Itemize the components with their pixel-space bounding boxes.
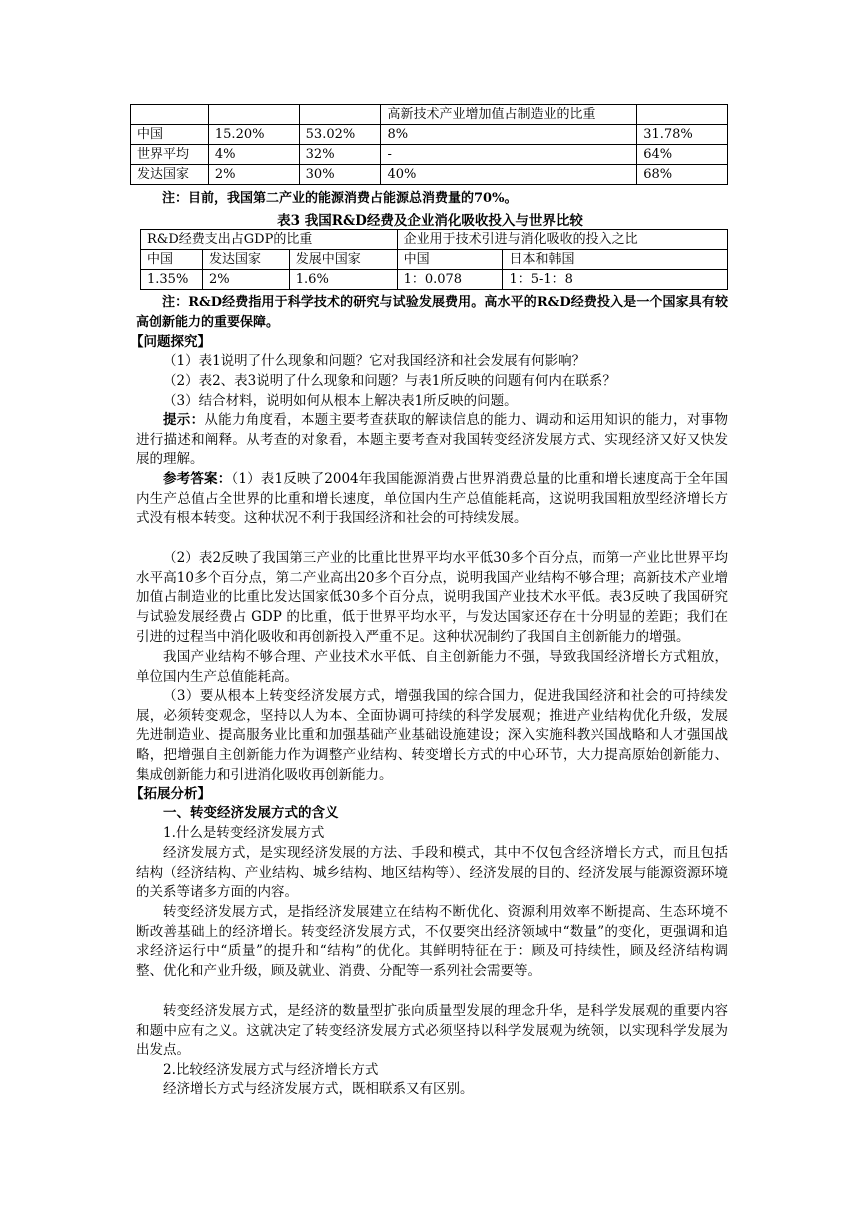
- table-row: [131, 125, 728, 145]
- question-1: （1）表1说明了什么现象和问题？它对我国经济和社会发展有何影响？: [163, 353, 586, 369]
- table-caption: 表3 我国R&D经费及企业消化吸收投入与世界比较: [277, 213, 583, 229]
- answer-1-text: （1）表1反映了2004年我国能源消费占世界消费总量的比重和增长速度高于全年国内生产总值占全世界的比重和增长速度，单位国内生产总值能耗高，这说明我国粗放型经济增长方式没有根本转变。这种状况不利于我国经济和社会的可持续发展。: [136, 471, 728, 527]
- table-cell: 30%: [299, 165, 381, 185]
- answer-3: （3）要从根本上转变经济发展方式，增强我国的综合国力，促进我国经济和社会的可持续发展，必须转变观念，坚持以人为本、全面协调可持续的科学发展观；推进产业结构优化升级，发展先进制造业、提高服务业比重和加强基础产业基础设施建设；深入实施科教兴国战略和人才强国战略，把增强自主创新能力作为调整产业结构、转变增长方式的中心环节，大力提高原始创新能力、集成创新能力和引进消化吸收再创新能力。: [136, 688, 728, 783]
- table-cell: 世界平均: [131, 145, 209, 165]
- answer-2b: 我国产业结构不够合理、产业技术水平低、自主创新能力不强，导致我国经济增长方式粗放，单位国内生产总值能耗高。: [136, 649, 728, 685]
- table-cell: [208, 105, 299, 125]
- table-cell: 2%: [202, 270, 289, 290]
- table-cell: 64%: [637, 145, 728, 165]
- table-cell: 4%: [208, 145, 299, 165]
- section-heading: 【拓展分析】: [130, 786, 211, 802]
- table-cell: 31.78%: [637, 125, 728, 145]
- sub-heading: 1.什么是转变经济发展方式: [163, 825, 325, 841]
- sub-heading: 2.比较经济发展方式与经济增长方式: [163, 1062, 379, 1078]
- question-2: （2）表2、表3说明了什么现象和问题？与表1所反映的问题有何内在联系？: [163, 373, 616, 389]
- table-cell: 发展中国家: [289, 250, 397, 270]
- question-3: （3）结合材料，说明如何从根本上解决表1所反映的问题。: [163, 393, 518, 409]
- table-cell: [299, 105, 381, 125]
- answer-1: [136, 470, 728, 529]
- hint-paragraph: [136, 411, 728, 470]
- rnd-note: 注：R&D经费指用于科学技术的研究与试验发展费用。高水平的R&D经费投入是一个国家具有较高创新能力的重要保障。: [136, 295, 728, 330]
- table-cell: 高新技术产业增加值占制造业的比重: [381, 105, 637, 125]
- table-row: [141, 230, 728, 250]
- table-cell: 32%: [299, 145, 381, 165]
- paragraph: 转变经济发展方式，是经济的数量型扩张向质量型发展的理念升华，是科学发展观的重要内容和题中应有之义。这就决定了转变经济发展方式必须坚持以科学发展观为统领，以实现科学发展为出发点。: [136, 1003, 728, 1059]
- table-row: [131, 145, 728, 165]
- table-cell: 发达国家: [131, 165, 209, 185]
- table-header: 企业用于技术引进与消化吸收的投入之比: [397, 230, 727, 250]
- table-cell: 1：5-1：8: [503, 270, 728, 290]
- hint-label: 提示：: [163, 412, 205, 428]
- section-heading: 【问题探究】: [130, 334, 211, 350]
- paragraph: 经济增长方式与经济发展方式，既相联系又有区别。: [163, 1081, 474, 1097]
- rnd-table: [140, 229, 728, 290]
- table-cell: 15.20%: [208, 125, 299, 145]
- table-cell: 8%: [381, 125, 637, 145]
- table-cell: [637, 105, 728, 125]
- table-cell: 68%: [637, 165, 728, 185]
- table-cell: 1.35%: [141, 270, 203, 290]
- table-cell: 中国: [141, 250, 203, 270]
- paragraph: 转变经济发展方式，是指经济发展建立在结构不断优化、资源利用效率不断提高、生态环境不断改善基础上的经济增长。转变经济发展方式，不仅要突出经济领域中“数量”的变化，更强调和追求经济运行中“质量”的提升和“结构”的优化。其鲜明特征在于：顾及可持续性，顾及经济结构调整、优化和产业升级，顾及就业、消费、分配等一系列社会需要等。: [136, 904, 728, 980]
- table-cell: 1：0.078: [397, 270, 503, 290]
- answer-label: 参考答案：: [163, 471, 232, 487]
- hint-text: 从能力角度看，本题主要考查获取的解读信息的能力、调动和运用知识的能力，对事物进行描述和阐释。从考查的对象看，本题主要考查对我国转变经济发展方式、实现经济又好又快发展的理解。: [136, 412, 729, 468]
- paragraph: 经济发展方式，是实现经济发展的方法、手段和模式，其中不仅包含经济增长方式，而且包括结构（经济结构、产业结构、城乡结构、地区结构等）、经济发展的目的、经济发展与能源资源环境的关系等诸多方面的内容。: [136, 845, 728, 901]
- table-row: [141, 270, 728, 290]
- table-row: [141, 250, 728, 270]
- table-cell: -: [381, 145, 637, 165]
- answer-2: （2）表2反映了我国第三产业的比重比世界平均水平低30多个百分点，而第一产业比世界平均水平高10多个百分点，第二产业高出20多个百分点，说明我国产业结构不够合理；高新技术产业增加值占制造业的比重比发达国家低30多个百分点，说明我国产业技术水平低。表3反映了我国研究与试验发展经费占 GDP 的比重，低于世界平均水平，与发达国家还存在十分明显的差距；我们在引进的过程当中消化吸收和再创新投入严重不足。这种状况制约了我国自主创新能力的增强。: [136, 550, 728, 645]
- table-cell: 53.02%: [299, 125, 381, 145]
- table-cell: 2%: [208, 165, 299, 185]
- table-note: 注：目前，我国第二产业的能源消费占能源总消费量的70%。: [162, 191, 518, 206]
- table-cell: [131, 105, 209, 125]
- subsection-heading: 一、转变经济发展方式的含义: [163, 805, 339, 821]
- table-cell: 日本和韩国: [503, 250, 728, 270]
- table-cell: 发达国家: [202, 250, 289, 270]
- industry-structure-table: [130, 104, 728, 185]
- table-cell: 中国: [397, 250, 503, 270]
- table-cell: 40%: [381, 165, 637, 185]
- table-row: [131, 105, 728, 125]
- table-row: [131, 165, 728, 185]
- table-header: R&D经费支出占GDP的比重: [141, 230, 398, 250]
- table-cell: 1.6%: [289, 270, 397, 290]
- table-cell: 中国: [131, 125, 209, 145]
